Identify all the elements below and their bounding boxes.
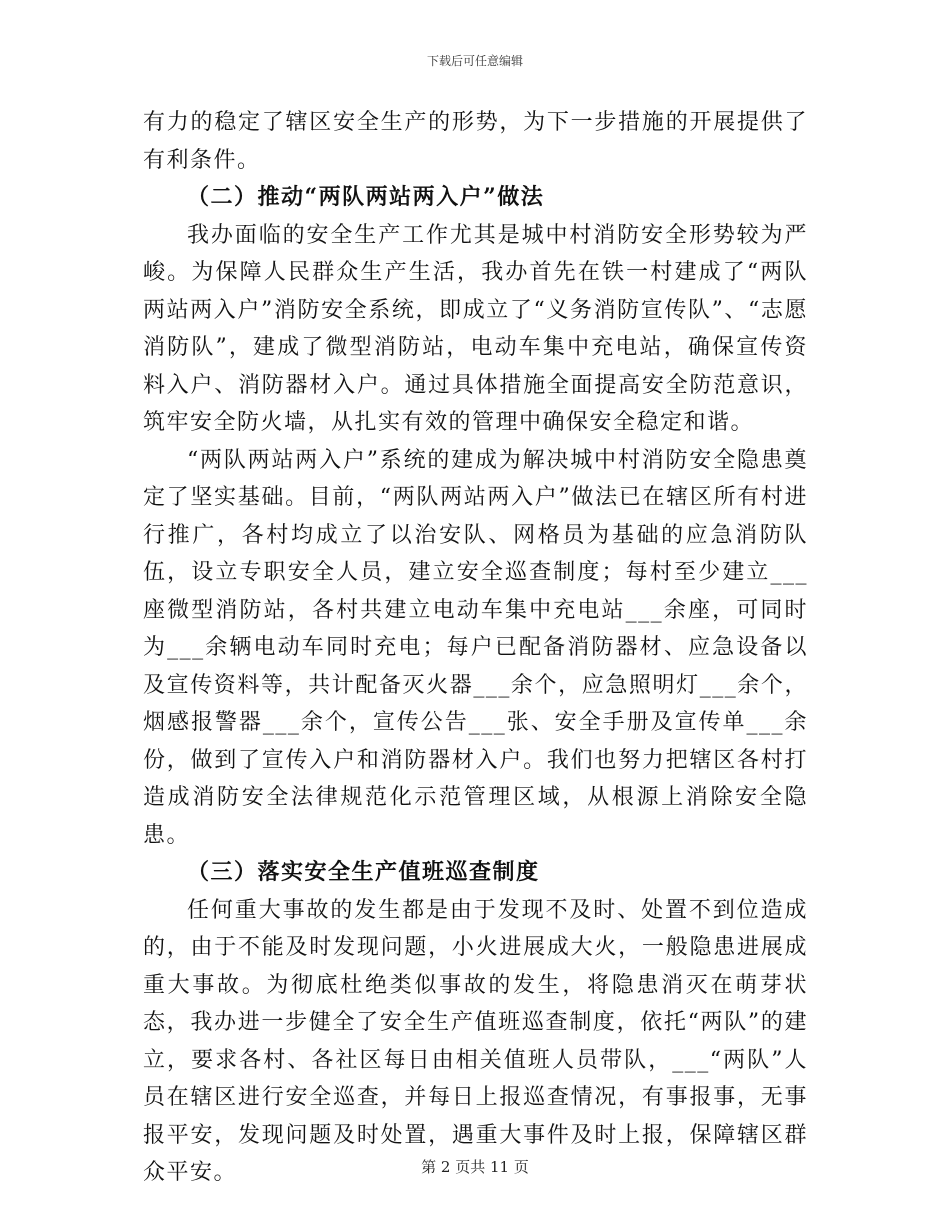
paragraph-3-1: 任何重大事故的发生都是由于发现不及时、处置不到位造成的，由于不能及时发现问题，小火进展成大火，一般隐患进展成重大事故。为彻底杜绝类似事故的发生，将隐患消灭在萌芽状态，我办进一步健全了安全生产值班巡查制度，依托“两队”的建立，要求各村、各社区每日由相关值班人员带队，___“两队”人员在辖区进行安全巡查，并每日上报巡查情况，有事报事，无事报平安，发现问题及时处置，遇重大事件及时上报，保障辖区群众平安。	[143, 897, 808, 1185]
section-heading-3: （三）落实安全生产值班巡查制度	[187, 859, 540, 885]
paragraph-intro: 有力的稳定了辖区安全生产的形势，为下一步措施的开展提供了有利条件。	[143, 110, 808, 173]
section-heading-2: （二）推动“两队两站两入户”做法	[187, 184, 545, 210]
paragraph-2-2: “两队两站两入户”系统的建成为解决城中村消防安全隐患奠定了坚实基础。目前，“两队两站两入户”做法已在辖区所有村进行推广，各村均成立了以治安队、网格员为基础的应急消防队伍，设立专职安全人员，建立安全巡查制度；每村至少建立___座微型消防站，各村共建立电动车集中充电站___余座，可同时为___余辆电动车同时充电；每户已配备消防器材、应急设备以及宣传资料等，共计配备灭火器___余个，应急照明灯___余个，烟感报警器___余个，宣传公告___张、安全手册及宣传单___余份，做到了宣传入户和消防器材入户。我们也努力把辖区各村打造成消防安全法律规范化示范管理区域，从根源上消除安全隐患。	[143, 447, 808, 848]
document-body	[143, 104, 808, 1192]
header-note: 下载后可任意编辑	[426, 54, 523, 68]
page-number-footer: 第 2 页共 11 页	[421, 1158, 529, 1176]
paragraph-2-1: 我办面临的安全生产工作尤其是城中村消防安全形势较为严峻。为保障人民群众生产生活，我办首先在铁一村建成了“两队两站两入户”消防安全系统，即成立了“义务消防宣传队”、“志愿消防队”，建成了微型消防站，电动车集中充电站，确保宣传资料入户、消防器材入户。通过具体措施全面提高安全防范意识，筑牢安全防火墙，从扎实有效的管理中确保安全稳定和谐。	[143, 222, 808, 435]
